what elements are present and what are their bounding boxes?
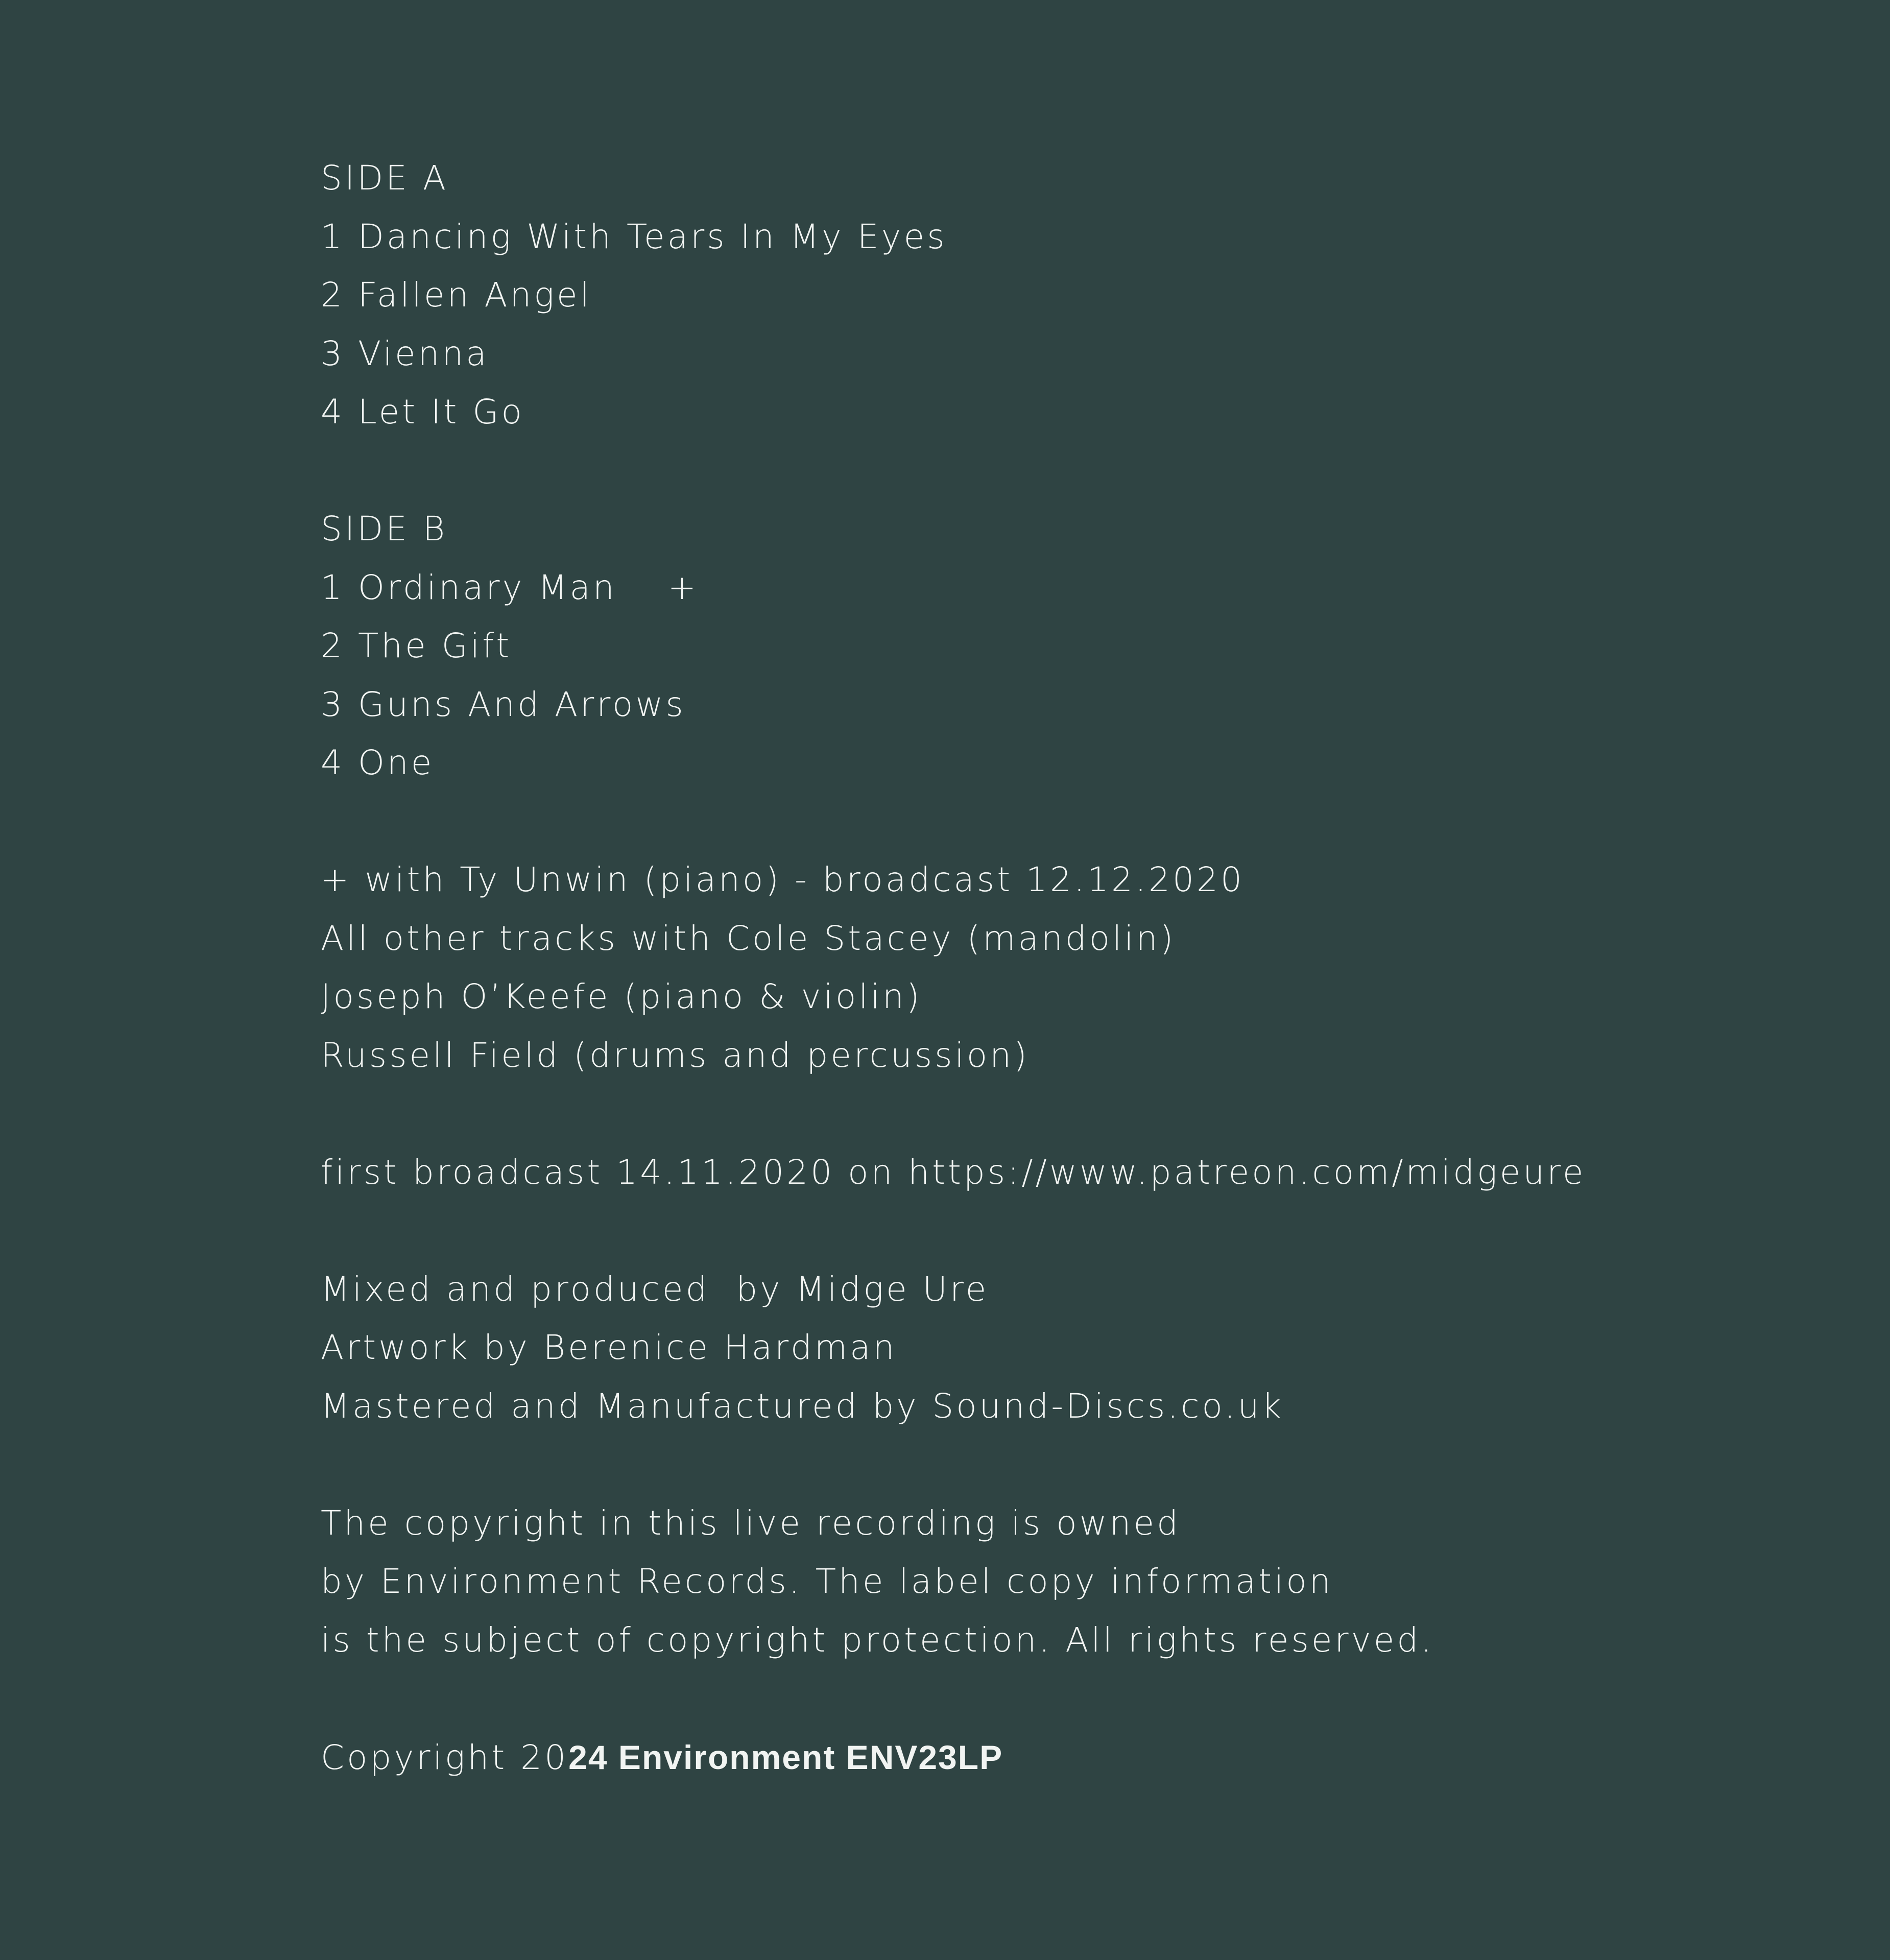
side-a-track-2: 2 Fallen Angel	[321, 275, 592, 315]
side-b-heading: SIDE B	[321, 509, 448, 548]
side-a-heading: SIDE A	[321, 158, 449, 198]
copyright-prefix: Copyright 20	[321, 1737, 569, 1777]
personnel-line-3: Joseph O’Keefe (piano & violin)	[321, 977, 922, 1016]
credit-line-3: Mastered and Manufactured by Sound-Discs.co.uk	[321, 1386, 1284, 1426]
side-a-track-1: 1 Dancing With Tears In My Eyes	[321, 217, 947, 256]
spacer	[321, 442, 1802, 500]
copyright-line	[321, 1728, 1802, 1787]
label-copy-text	[321, 149, 1802, 1786]
side-b-track-1: 1 Ordinary Man	[321, 567, 617, 607]
track-marker: +	[667, 567, 699, 607]
broadcast-line: first broadcast 14.11.2020 on https://www.patreon.com/midgeure	[321, 1152, 1586, 1192]
personnel-line-4: Russell Field (drums and percussion)	[321, 1035, 1030, 1075]
spacer	[321, 793, 1802, 851]
copyright-notice-line-3: is the subject of copyright protection. All rights reserved.	[321, 1620, 1434, 1660]
spacer	[321, 1436, 1802, 1494]
side-b-track-4: 4 One	[321, 743, 435, 782]
side-b-track-1-row	[321, 559, 1802, 617]
personnel-line-2: All other tracks with Cole Stacey (mandolin)	[321, 918, 1176, 958]
personnel-line-1: + with Ty Unwin (piano) - broadcast 12.12.2020	[321, 860, 1245, 899]
copyright-notice-line-2: by Environment Records. The label copy information	[321, 1562, 1333, 1601]
catalog-number: 24 Environment ENV23LP	[568, 1738, 1003, 1776]
spacer	[321, 1669, 1802, 1728]
spacer	[321, 1085, 1802, 1143]
side-a-track-3: 3 Vienna	[321, 333, 489, 373]
credit-line-2: Artwork by Berenice Hardman	[321, 1328, 897, 1367]
side-b-track-2: 2 The Gift	[321, 626, 512, 665]
side-a-track-4: 4 Let It Go	[321, 392, 524, 432]
side-b-track-3: 3 Guns And Arrows	[321, 684, 686, 724]
spacer	[321, 1202, 1802, 1260]
credit-line-1: Mixed and produced by Midge Ure	[321, 1269, 989, 1309]
copyright-notice-line-1: The copyright in this live recording is owned	[321, 1503, 1181, 1543]
